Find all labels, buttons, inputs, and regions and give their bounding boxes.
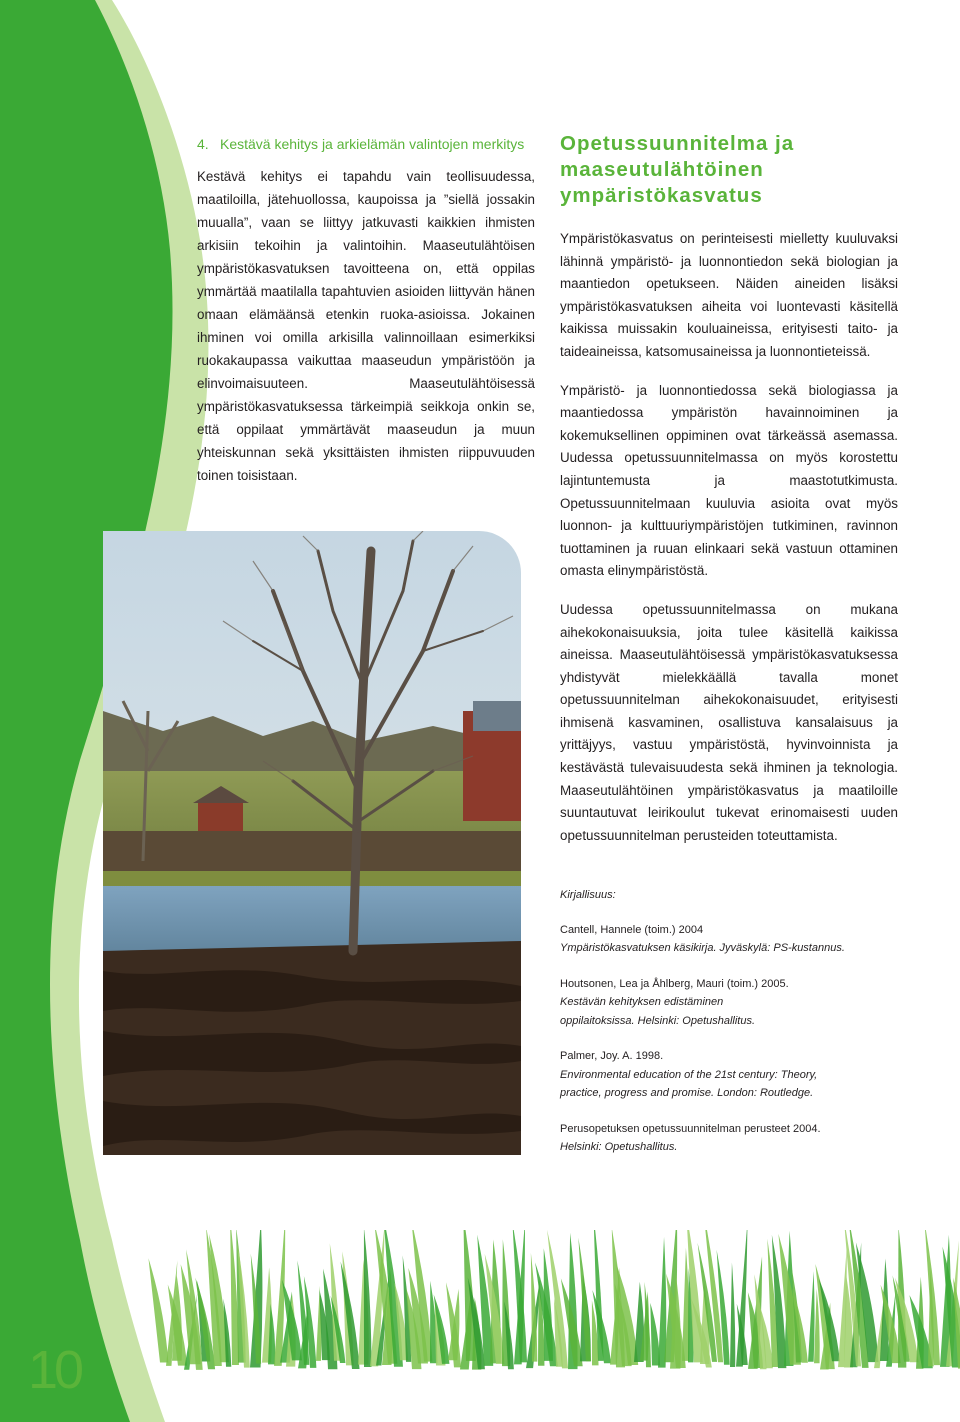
section-heading	[197, 133, 535, 156]
curriculum-paragraph: Ympäristö- ja luonnontiedossa sekä biologiassa ja maantiedossa ympäristön havainnoiminen ja kokemuksellinen oppiminen ovat tärkeässä asemassa. Uudessa opetussuunnitelmassa on myös korostettu lajintuntemusta ja maastotutkimusta. Opetussuunnitelmaan kuuluvia asioita ovat myös luonnon- ja kulttuuriympäristöjen tutkiminen, ravinnon tuottaminen ja ruuan elinkaari sekä vastuun ottaminen omasta elinympäristöstä.	[560, 382, 898, 579]
reference-work: Ympäristökasvatuksen käsikirja. Jyväskylä: PS-kustannus.	[560, 942, 845, 954]
reference-item	[560, 975, 898, 1031]
reference-work: Environmental education of the 21st century: Theory, practice, progress and promise. London: Routledge.	[560, 1068, 818, 1099]
curriculum-title: Opetussuunnitelma ja maaseutulähtöinen ympäristökasvatus	[560, 132, 795, 207]
reference-author: Palmer, Joy. A. 1998.	[560, 1050, 664, 1062]
left-column	[197, 133, 535, 487]
section-title: Kestävä kehitys ja arkielämän valintojen merkitys	[220, 136, 525, 152]
reference-work: Kestävän kehityksen edistäminen oppilaitoksissa. Helsinki: Opetushallitus.	[560, 996, 756, 1027]
reference-item	[560, 1120, 898, 1157]
curriculum-paragraph: Uudessa opetussuunnitelmassa on mukana aihekokonaisuuksia, joita tulee käsitellä kaikissa aineissa. Maaseutulähtöisessä ympäristökasvatuksessa yhdistyvät mielekkäällä tavalla monet opetussuunnitelman aihekokonaisuudet, erityisesti ihmisenä kasvaminen, osallistuva kansalaisuus ja yrittäjyys, vastuu ympäristöstä, hyvinvoinnista ja kestävästä tulevaisuudesta sekä ihminen ja teknologia. Maaseutulähtöinen ympäristökasvatus ja maatiloille suuntautuvat leirikoulut tukevat erinomaisesti uuden opetussuunnitelman perusteiden toteuttamista.	[560, 601, 898, 843]
reference-item	[560, 921, 898, 958]
curriculum-paragraph: Ympäristökasvatus on perinteisesti mielletty kuuluvaksi lähinnä ympäristö- ja luonnontiedon sekä biologian ja maantiedon opetukseen. Näiden aineiden lisäksi ympäristökasvatuksen aiheita voi luontevasti käsitellä kaikissa muissakin kouluaineissa, erityisesti taito- ja taideaineissa, katsomusaineissa ja luonnontieteissä.	[560, 231, 898, 359]
reference-work: Helsinki: Opetushallitus.	[560, 1141, 678, 1153]
right-column	[560, 131, 898, 863]
references	[560, 886, 898, 1174]
reference-author: Houtsonen, Lea ja Åhlberg, Mauri (toim.) 2005.	[560, 977, 789, 990]
references-heading: Kirjallisuus:	[560, 889, 616, 901]
reference-item	[560, 1047, 898, 1103]
reference-author: Perusopetuksen opetussuunnitelman perusteet 2004.	[560, 1122, 821, 1135]
grass-border-decoration	[0, 1230, 960, 1422]
farm-landscape-photo	[103, 531, 521, 1155]
page-number: 10	[28, 1340, 81, 1400]
section-number: 4.	[197, 136, 209, 152]
intro-paragraph: Kestävä kehitys ei tapahdu vain teollisuudessa, maatiloilla, jätehuollossa, kaupoissa ja ”siellä jossakin muualla”, vaan se liittyy jatkuvasti kaikkien ihmisten arkisiin tekoihin ja valintoihin. Maaseutulähtöisen ympäristökasvatuksen tavoitteena on, että oppilas ymmärtää maatilalla tapahtuvien asioiden liittyvän hänen omaan elämäänsä etenkin ruoka-asioissa. Jokainen ihminen voi omilla arkisilla valinnoillaan esimerkiksi ruokakaupassa vaikuttaa maaseudun ympäristöön ja elinvoimaisuuteen. Maaseutulähtöisessä ympäristökasvatuksessa tärkeimpiä seikkoja onkin se, että oppilaat ymmärtävät maaseudun ja muun yhteiskunnan sekä yksittäisten ihmisten riippuvuuden toinen toisistaan.	[197, 169, 535, 483]
reference-author: Cantell, Hannele (toim.) 2004	[560, 923, 704, 936]
